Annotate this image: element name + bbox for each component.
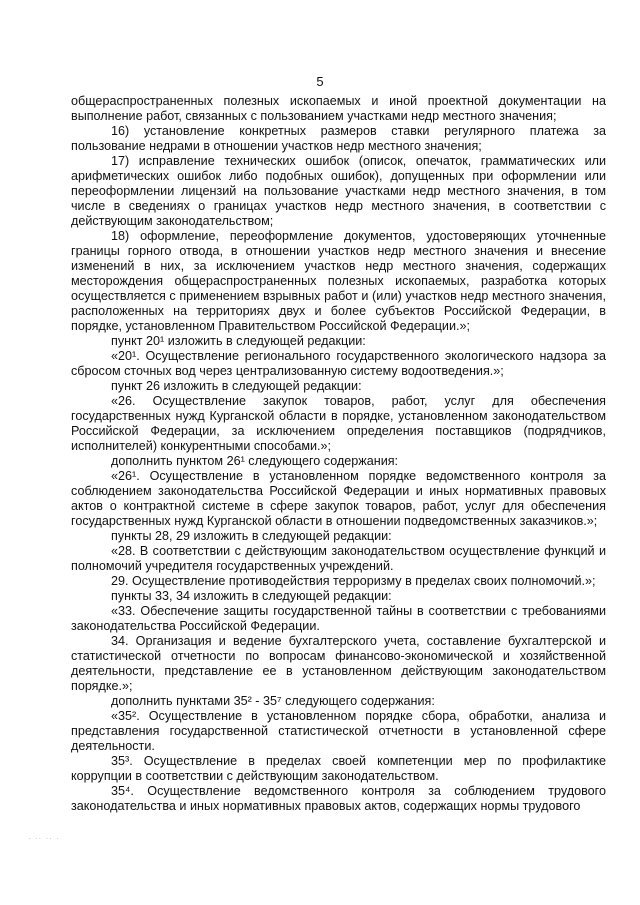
paragraph: 17) исправление технических ошибок (описок, опечаток, грамматических или арифметических ошибок либо подобных ошибок), допущенных при оформлении или переоформлении лицензий на пользование участками недр местного значения, в том числе в сведениях о границах участков недр местного значения, в соответствии с действующим законодательством; (71, 154, 606, 228)
paragraph: 34. Организация и ведение бухгалтерского учета, составление бухгалтерской и статистической отчетности по вопросам финансово-экономической и хозяйственной деятельности, представление ее в установленном действующим законодательством порядке.»; (71, 634, 606, 693)
paragraph: «20¹. Осуществление регионального государственного экологического надзора за сбросом сточных вод через централизованную систему водоотведения.»; (71, 349, 606, 378)
paragraph: пункт 20¹ изложить в следующей редакции: (111, 334, 366, 348)
paragraph: «28. В соответствии с действующим законодательством осуществление функций и полномочий учредителя государственных учреждений. (71, 544, 606, 573)
page-number: 5 (316, 74, 324, 89)
paragraph: 16) установление конкретных размеров ставки регулярного платежа за пользование недрами в отношении участков недр местного значения; (71, 124, 606, 153)
document-body (71, 94, 606, 814)
paragraph: пункты 33, 34 изложить в следующей редакции: (111, 589, 392, 603)
paragraph: «26¹. Осуществление в установленном порядке ведомственного контроля за соблюдением законодательства Российской Федерации и иных нормативных правовых актов о контрактной системе в сфере закупок товаров, работ, услуг для обеспечения государственных нужд Курганской области в отношении подведомственных заказчиков.»; (71, 469, 606, 528)
paragraph: «33. Обеспечение защиты государственной тайны в соответствии с требованиями законодательства Российской Федерации. (71, 604, 606, 633)
paragraph: 35³. Осуществление в пределах своей компетенции мер по профилактике коррупции в соответствии с действующим законодательством. (71, 754, 606, 783)
paragraph: пункты 28, 29 изложить в следующей редакции: (111, 529, 392, 543)
paragraph: дополнить пунктом 26¹ следующего содержания: (111, 454, 399, 468)
paragraph: 18) оформление, переоформление документов, удостоверяющих уточненные границы горного отвода, в отношении участков недр местного значения и внесение изменений в них, за исключением участков недр местного значения, содержащих месторождения общераспространенных полезных ископаемых, разработка которых осуществляется с применением взрывных работ и (или) участков недр местного значения, расположенных на территориях двух и более субъектов Российской Федерации, в порядке, установленном Правительством Российской Федерации.»; (71, 229, 606, 333)
paragraph: дополнить пунктами 35² - 35⁷ следующего содержания: (111, 694, 435, 708)
scan-artifact: · ·· ·· · (28, 834, 60, 843)
paragraph: 35⁴. Осуществление ведомственного контроля за соблюдением трудового законодательства и иных нормативных правовых актов, содержащих нормы трудового (71, 784, 606, 813)
paragraph: «26. Осуществление закупок товаров, работ, услуг для обеспечения государственных нужд Курганской области в порядке, установленном законодательством Российской Федерации, за исключением определения поставщиков (подрядчиков, исполнителей) конкурентными способами.»; (71, 394, 606, 453)
paragraph: «35². Осуществление в установленном порядке сбора, обработки, анализа и представления государственной статистической отчетности в установленной сфере деятельности. (71, 709, 606, 753)
paragraph: пункт 26 изложить в следующей редакции: (111, 379, 362, 393)
paragraph: общераспространенных полезных ископаемых и иной проектной документации на выполнение работ, связанных с пользованием участками недр местного значения; (71, 94, 606, 123)
paragraph: 29. Осуществление противодействия терроризму в пределах своих полномочий.»; (111, 574, 596, 588)
